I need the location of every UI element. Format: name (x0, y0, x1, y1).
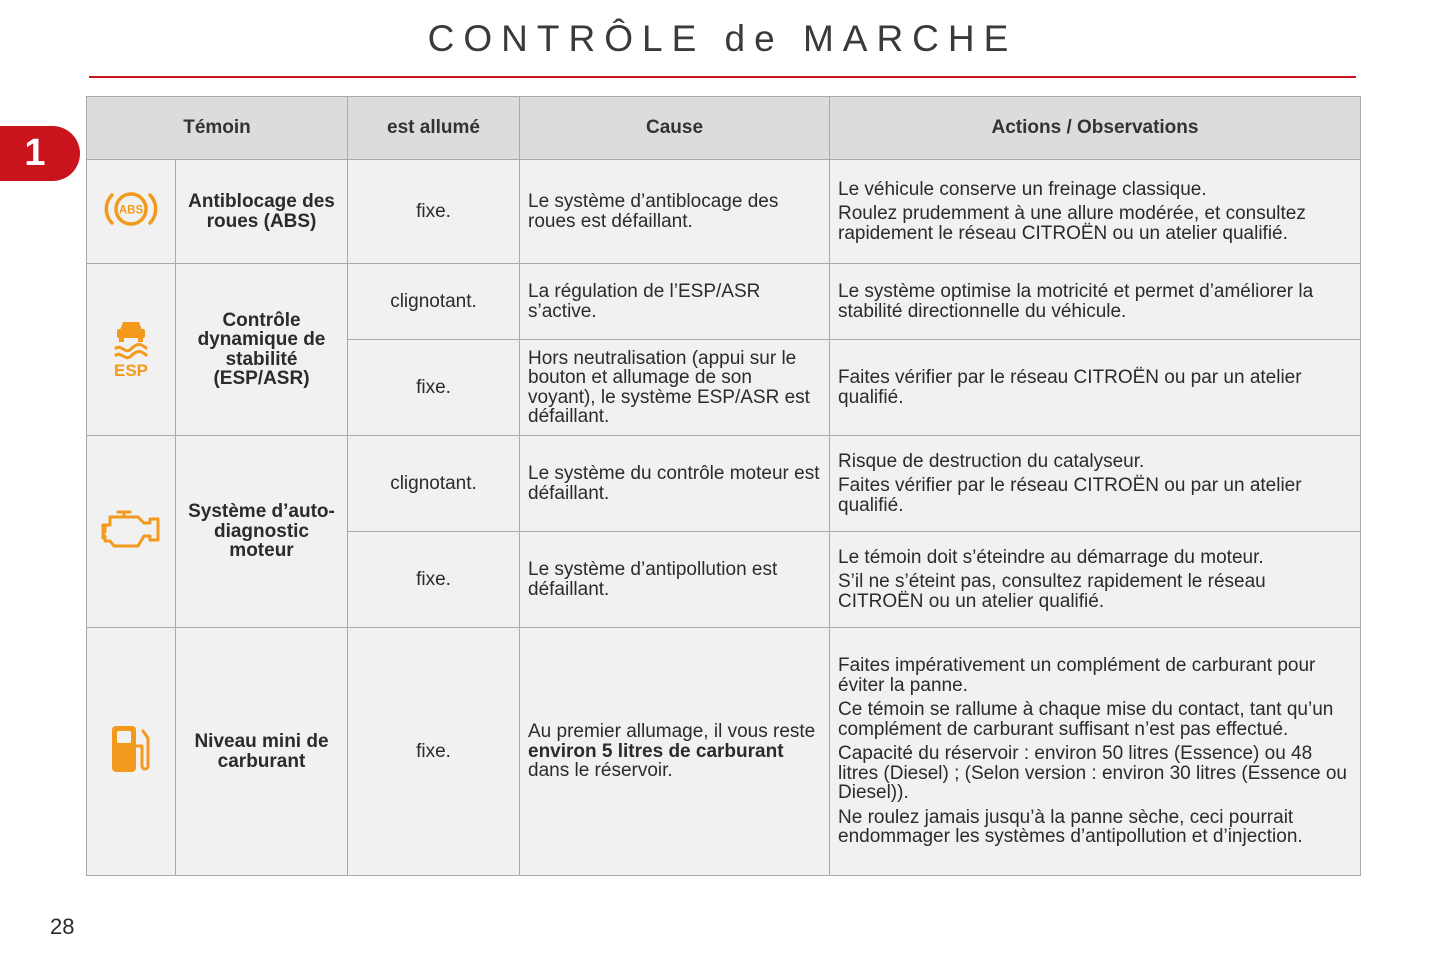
page-number: 28 (50, 914, 75, 939)
engine-name: Système d’auto-diagnostic moteur (176, 436, 348, 628)
engine-state-1: clignotant. (348, 436, 520, 532)
engine-actions-2 (830, 532, 1361, 628)
title-divider (89, 76, 1356, 78)
action-text: Faites vérifier par le réseau CITROËN ou par un atelier qualifié. (838, 475, 1302, 516)
abs-actions (830, 160, 1361, 264)
esp-state-2: fixe. (348, 340, 520, 436)
fuel-name: Niveau mini de carburant (176, 628, 348, 876)
action-text: Le système optimise la motricité et permet d’améliorer la stabilité directionnelle du véhicule. (838, 281, 1314, 322)
table-header-row (87, 97, 1361, 160)
action-text: S’il ne s’éteint pas, consultez rapidement le réseau CITROËN ou un atelier qualifié. (838, 571, 1266, 612)
action-text: Ce témoin se rallume à chaque mise du contact, tant qu’un complément de carburant suffisant n’est pas effectué. (838, 699, 1334, 740)
action-text: Le véhicule conserve un freinage classique. (838, 178, 1207, 200)
esp-actions-2 (830, 340, 1361, 436)
fuel-state: fixe. (348, 628, 520, 876)
table-row (87, 628, 1361, 876)
table-row (87, 264, 1361, 340)
page-title: CONTRÔLE de MARCHE (427, 18, 1018, 59)
warning-lights-table (86, 96, 1361, 876)
cause-text: Au premier allumage, il vous reste (528, 721, 816, 743)
esp-cause-2: Hors neutralisation (appui sur le bouton et allumage de son voyant), le système ESP/ASR est défaillant. (520, 340, 830, 436)
engine-cause-1: Le système du contrôle moteur est défaillant. (520, 436, 830, 532)
table-row (87, 160, 1361, 264)
svg-text:ABS: ABS (118, 204, 144, 217)
engine-icon-cell (87, 436, 176, 628)
abs-state: fixe. (348, 160, 520, 264)
esp-name: Contrôle dynamique de stabilité (ESP/ASR) (176, 264, 348, 436)
header-actions: Actions / Observations (830, 97, 1361, 160)
fuel-cause (520, 628, 830, 876)
action-text: Ne roulez jamais jusqu’à la panne sèche, ceci pourrait endommager les systèmes d’antipollution et d’injection. (838, 806, 1303, 848)
abs-cause: Le système d’antiblocage des roues est défaillant. (520, 160, 830, 264)
esp-state-1: clignotant. (348, 264, 520, 340)
esp-actions-1 (830, 264, 1361, 340)
engine-actions-1 (830, 436, 1361, 532)
abs-name: Antiblocage des roues (ABS) (176, 160, 348, 264)
fuel-pump-icon (107, 722, 155, 776)
action-text: Faites vérifier par le réseau CITROËN ou par un atelier qualifié. (838, 367, 1302, 408)
esp-warning-icon (109, 316, 153, 378)
action-text: Faites impérativement un complément de carburant pour éviter la panne. (838, 655, 1316, 696)
abs-warning-icon (101, 185, 161, 233)
engine-check-icon (100, 506, 162, 552)
action-text: Roulez prudemment à une allure modérée, et consultez rapidement le réseau CITROËN ou un atelier qualifié. (838, 203, 1306, 244)
cause-text: dans le réservoir. (528, 760, 673, 782)
fuel-icon-cell (87, 628, 176, 876)
abs-icon-cell (87, 160, 176, 264)
header-state: est allumé (348, 97, 520, 160)
action-text: Capacité du réservoir : environ 50 litres (Essence) ou 48 litres (Diesel) ; (Selon version : environ 30 litres (Essence ou Diesel)). (838, 743, 1347, 804)
engine-cause-2: Le système d’antipollution est défaillant. (520, 532, 830, 628)
chapter-tab: 1 (0, 126, 80, 181)
header-temoin: Témoin (87, 97, 348, 160)
fuel-actions (830, 628, 1361, 876)
esp-icon-cell (87, 264, 176, 436)
action-text: Le témoin doit s’éteindre au démarrage du moteur. (838, 546, 1264, 568)
esp-cause-1: La régulation de l’ESP/ASR s’active. (520, 264, 830, 340)
engine-state-2: fixe. (348, 532, 520, 628)
action-text: Risque de destruction du catalyseur. (838, 450, 1145, 472)
cause-emphasis: environ 5 litres de carburant (528, 740, 784, 762)
table-row (87, 436, 1361, 532)
svg-text:ESP: ESP (113, 361, 149, 378)
header-cause: Cause (520, 97, 830, 160)
